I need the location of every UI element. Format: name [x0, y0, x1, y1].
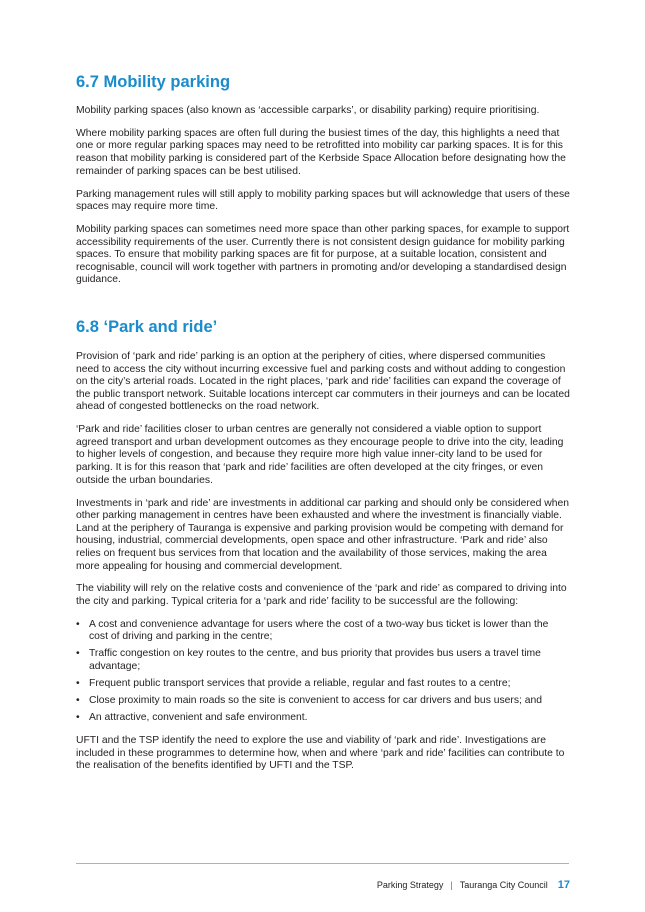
- bullet-icon: •: [76, 678, 80, 690]
- paragraph: The viability will rely on the relative costs and convenience of the ‘park and ride’ as compared to driving into the city and parking. Typical criteria for a ‘park and ride’ facility to be successful are the following:: [76, 583, 567, 607]
- list-item: [76, 648, 570, 673]
- bullet-icon: •: [76, 712, 80, 724]
- criteria-list: [76, 619, 570, 725]
- footer-doc-title: Parking Strategy: [376, 880, 444, 890]
- list-item-text: Traffic congestion on key routes to the centre, and bus priority that provides bus users a travel time advantage;: [89, 648, 541, 673]
- page-footer: [377, 879, 570, 891]
- page-number: 17: [557, 879, 570, 891]
- paragraph: Mobility parking spaces (also known as ‘accessible carparks’, or disability parking) require prioritising.: [76, 105, 540, 116]
- section-heading-mobility-parking: 6.7 Mobility parking: [76, 73, 231, 91]
- list-item: [76, 695, 570, 708]
- paragraph: Where mobility parking spaces are often full during the busiest times of the day, this highlights a need that one or more regular parking spaces may need to be retrofitted into mobility car parking spaces. It is for this reason that mobility parking is considered part of the Kerbside Space Allocation before designating how the remainder of parking spaces can be best utilised.: [76, 127, 566, 177]
- list-item-text: A cost and convenience advantage for users where the cost of a two-way bus ticket is lower than the cost of driving and parking in the centre;: [89, 618, 549, 643]
- footer-organisation: Tauranga City Council: [459, 880, 548, 890]
- paragraph: Investments in ‘park and ride’ are investments in additional car parking and should only be considered when other parking management in centres have been exhausted and where the investment is financially viable. Land at the periphery of Tauranga is expensive and parking provision would be competing with demand for housing, industrial, commercial developments, open space and other infrastructure. ‘Park and ride’ also relies on frequent bus services from that location and the availability of those services, making the area more appealing for housing and commercial development.: [76, 497, 569, 572]
- paragraph: Parking management rules will still apply to mobility parking spaces but will acknowledge that users of these spaces may require more time.: [76, 188, 570, 213]
- bullet-icon: •: [76, 648, 80, 660]
- paragraph: Mobility parking spaces can sometimes need more space than other parking spaces, for example to support accessibility requirements of the user. Currently there is not consistent design guidance for mobility parking spaces. To ensure that mobility parking spaces are fit for purpose, at a suitable location, consistent and recognisable, council will work together with partners in promoting and/or developing a standardised design guidance.: [76, 224, 570, 286]
- list-item-text: Frequent public transport services that provide a reliable, regular and fast routes to a centre;: [89, 678, 511, 690]
- bullet-icon: •: [76, 618, 80, 630]
- bullet-icon: •: [76, 695, 80, 707]
- paragraph: ‘Park and ride’ facilities closer to urban centres are generally not considered a viable option to support agreed transport and urban development outcomes as they encourage people to drive into the city, leading to higher levels of congestion, and because they require more high value inner-city land to be used for parking. It is for this reason that ‘park and ride’ facilities are often developed at the city fringes, or even outside the urban boundaries.: [76, 424, 564, 486]
- list-item: [76, 678, 570, 691]
- list-item: [76, 619, 570, 644]
- list-item-text: An attractive, convenient and safe environment.: [89, 712, 308, 724]
- paragraph: UFTI and the TSP identify the need to explore the use and viability of ‘park and ride’. Investigations are included in these programmes to determine how, when and where ‘park and ride’ facilities can contribute to the realisation of the benefits identified by UFTI and the TSP.: [76, 734, 565, 772]
- footer-divider: [76, 863, 569, 864]
- section-heading-park-and-ride: 6.8 ‘Park and ride’: [76, 318, 218, 337]
- list-item-text: Close proximity to main roads so the site is convenient to access for car drivers and bus users; and: [89, 695, 543, 707]
- list-item: [76, 712, 570, 725]
- page-content: [76, 72, 570, 783]
- paragraph: Provision of ‘park and ride’ parking is an option at the periphery of cities, where dispersed communities need to access the city without incurring excessive fuel and parking costs and without adding to congestion on the city’s arterial roads. Located in the right places, ‘park and ride’ facilities can expand the coverage of the public transport network. Suitable locations intercept car commuters in their journeys and can be located ahead of congested bottlenecks on the road network.: [76, 351, 570, 413]
- footer-separator: |: [450, 880, 453, 890]
